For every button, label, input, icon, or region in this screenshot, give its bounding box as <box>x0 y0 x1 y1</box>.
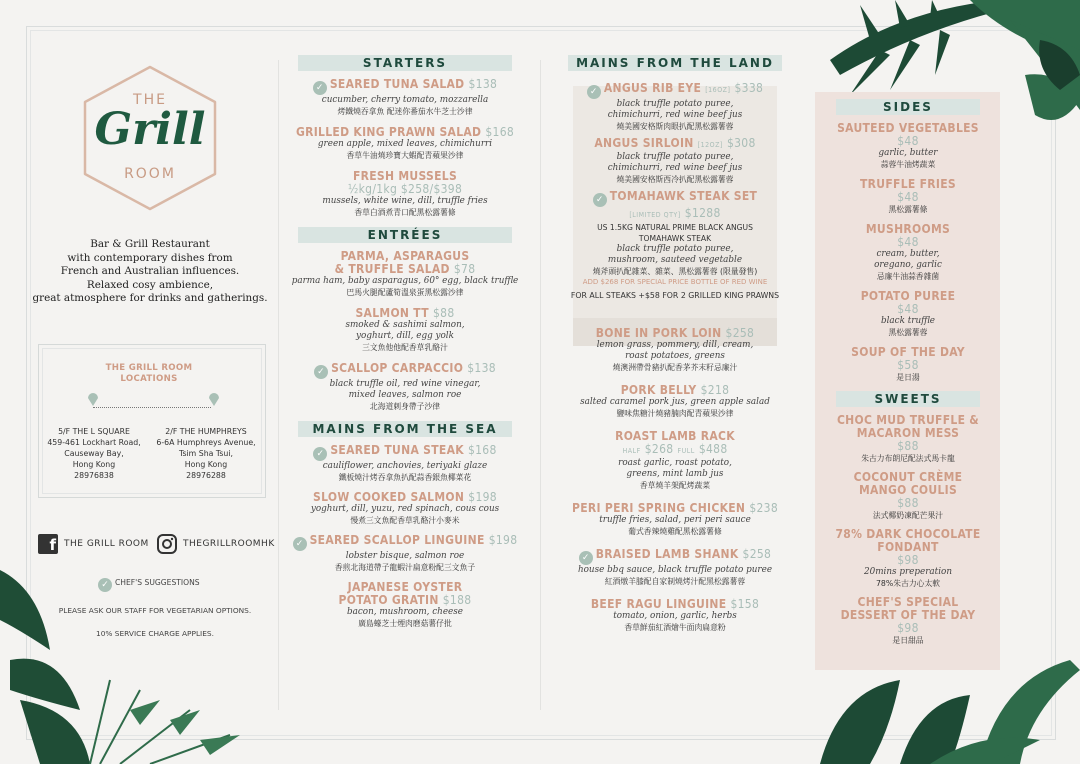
dish-name-line <box>290 307 520 320</box>
dish-chinese: 慢煮三文魚配香草乳酪汁小麥米 <box>350 516 460 525</box>
section-banner-sides: SIDES <box>836 99 980 115</box>
dish-description: cauliflower, anchovies, teriyaki glaze <box>322 461 488 471</box>
dish-name: PERI PERI SPRING CHICKEN <box>571 501 746 515</box>
menu-item <box>290 307 520 353</box>
dish-chinese: 78%朱古力心太軟 <box>875 579 941 588</box>
dish-chinese: 燒美國安格斯肉眼扒配黑松露薯蓉 <box>616 122 734 131</box>
chef-suggestion-icon: ✓ <box>593 193 607 207</box>
dish-description: oregano, garlic <box>874 260 942 270</box>
dish-chinese: 黑松露薯條 <box>888 205 928 214</box>
logo-the: THE <box>133 92 167 108</box>
dish-name: SCALLOP CARPACCIO <box>331 361 464 375</box>
dish-description: garlic, butter <box>878 148 938 158</box>
dish-description: lemon grass, pommery, dill, cream, <box>596 340 754 350</box>
dish-size: [12OZ] <box>697 141 723 149</box>
chef-legend: ✓ CHEF'S SUGGESTIONS <box>98 578 200 592</box>
dish-description: parma ham, baby asparagus, 60° egg, black truffle <box>291 276 519 286</box>
map-pin-icon <box>87 390 99 406</box>
dish-name: SLOW COOKED SALMON <box>313 490 465 504</box>
dish-price: $198 <box>468 490 497 504</box>
half-price: $268 <box>644 442 674 456</box>
dish-price: $48 <box>897 134 919 148</box>
dish-price: $258 <box>742 547 772 561</box>
chef-suggestion-icon: ✓ <box>293 537 307 551</box>
menu-item <box>290 581 520 629</box>
dish-description: cream, butter, <box>876 249 940 259</box>
chef-suggestion-icon: ✓ <box>314 365 328 379</box>
column-divider <box>540 60 541 710</box>
section-banner-sea: MAINS FROM THE SEA <box>298 421 512 437</box>
column-land <box>566 55 784 644</box>
menu-item <box>822 471 994 521</box>
dish-price: $78 <box>453 262 476 276</box>
dish-description: bacon, mushroom, cheese <box>346 607 463 617</box>
menu-item <box>290 170 520 218</box>
dish-chinese: 葡式香辣燒雞配黑松露薯條 <box>628 527 722 536</box>
chef-suggestion-icon: ✓ <box>587 85 601 99</box>
dish-price: $98 <box>897 553 919 567</box>
dish-name-line <box>822 346 994 372</box>
dish-caps: TOMAHAWK STEAK <box>638 234 712 243</box>
dish-price: $48 <box>897 190 919 204</box>
dish-name: MANGO COULIS <box>858 483 958 497</box>
column-sides-sweets <box>822 99 994 653</box>
column-starters-entrees-sea <box>290 55 520 637</box>
dish-name: SOUP OF THE DAY <box>851 345 965 359</box>
dish-name-line <box>822 528 994 567</box>
dish-name: MACARON MESS <box>856 426 960 440</box>
dish-price: $218 <box>700 383 730 397</box>
dish-name: DESSERT OF THE DAY <box>840 608 976 622</box>
dish-price: $138 <box>468 77 498 91</box>
menu-item <box>290 491 520 526</box>
steaks-prawn-note: FOR ALL STEAKS +$58 FOR 2 GRILLED KING PRAWNS <box>570 291 780 300</box>
dish-description: yoghurt, dill, egg yolk <box>356 331 454 341</box>
dish-description: roast potatoes, greens <box>625 351 725 361</box>
dish-description: 20mins preperation <box>864 567 952 577</box>
dish-name-line <box>566 82 784 99</box>
dish-name: BONE IN PORK LOIN <box>595 326 722 340</box>
locations-dotted-line <box>93 407 211 408</box>
dish-name-line <box>566 384 784 397</box>
dish-description: yoghurt, dill, yuzu, red spinach, cous cous <box>310 504 500 514</box>
instagram-link[interactable]: THEGRILLROOMHK <box>157 534 275 554</box>
dish-name-line <box>822 290 994 316</box>
dish-price: $48 <box>897 302 919 316</box>
section-banner-land: MAINS FROM THE LAND <box>568 55 782 71</box>
dish-chinese: 香草鮮茄紅酒燴牛面肉扁意粉 <box>624 623 726 632</box>
dish-name: CHOC MUD TRUFFLE & <box>836 413 980 427</box>
dish-price: $168 <box>485 125 515 139</box>
dish-name: BRAISED LAMB SHANK <box>595 547 739 561</box>
menu-item <box>822 414 994 464</box>
facebook-link[interactable]: f THE GRILL ROOM <box>38 534 149 554</box>
dish-description: black truffle potato puree, <box>616 244 734 254</box>
dish-name-line <box>566 430 784 458</box>
dish-description: chimichurri, red wine beef jus <box>607 163 743 173</box>
menu-item <box>566 137 784 185</box>
dish-name: FONDANT <box>877 540 939 554</box>
dish-name: ROAST LAMB RACK <box>615 429 735 443</box>
dish-chinese: 黑松露薯蓉 <box>888 328 928 337</box>
chef-suggestion-icon: ✓ <box>313 81 327 95</box>
menu-item <box>822 223 994 282</box>
full-label: FULL <box>677 447 695 455</box>
dish-price: $198 <box>488 533 518 547</box>
dish-chinese: 香草燒羊架配烤蔬菜 <box>639 481 711 490</box>
dish-description: mixed leaves, salmon roe <box>348 390 462 400</box>
dish-description: black truffle <box>880 316 936 326</box>
menu-item <box>566 327 784 373</box>
dish-name-line <box>822 471 994 510</box>
dish-description: lobster bisque, salmon roe <box>345 551 465 561</box>
half-label: HALF <box>622 447 641 455</box>
dish-price: $168 <box>467 443 497 457</box>
dish-chinese: 紅酒燉羊膝配自家制燒烤汁配黑松露薯蓉 <box>604 577 746 586</box>
dish-name-line <box>566 190 784 222</box>
location-l-square: 5/F THE L SQUARE 459-461 Lockhart Road, Causeway Bay, Hong Kong 28976838 <box>47 427 141 480</box>
menu-item <box>566 598 784 633</box>
dish-description: cucumber, cherry tomato, mozzarella <box>321 95 489 105</box>
dish-chinese: 燒美國安格斯西冷扒配黑松露薯蓉 <box>616 175 734 184</box>
menu-item <box>822 346 994 383</box>
dish-name-line <box>290 78 520 95</box>
section-banner-entrees: ENTRÉES <box>298 227 512 243</box>
dish-price: $48 <box>897 235 919 249</box>
chef-suggestion-icon: ✓ <box>98 578 112 592</box>
dish-name: ANGUS SIRLOIN <box>594 136 694 150</box>
dish-price: $488 <box>698 442 728 456</box>
dish-name: FRESH MUSSELS <box>352 169 458 183</box>
facebook-icon: f <box>38 534 58 554</box>
dish-description: black truffle potato puree, <box>616 152 734 162</box>
dish-description: salted caramel pork jus, green apple salad <box>580 397 770 407</box>
dish-name-line <box>822 178 994 204</box>
dish-name-line <box>290 362 520 379</box>
map-pin-icon <box>208 390 220 406</box>
dish-price: $1288 <box>684 206 721 220</box>
dish-name: JAPANESE OYSTER <box>347 580 463 594</box>
dish-description: mussels, white wine, dill, truffle fries <box>322 196 488 206</box>
dish-description: black truffle potato puree, <box>616 99 734 109</box>
dish-name-line <box>566 548 784 565</box>
dish-name-line <box>290 126 520 139</box>
dish-name-line <box>290 581 520 607</box>
menu-item <box>566 430 784 491</box>
dish-chinese: 香草牛油燒珍寶大蝦配青蘋果沙律 <box>346 151 464 160</box>
dish-name: COCONUT CRÈME <box>853 470 963 484</box>
dish-price: $88 <box>897 496 919 510</box>
dish-price: $138 <box>467 361 496 375</box>
dish-name: POTATO PUREE <box>860 289 956 303</box>
dish-size: [LIMITED QTY] <box>629 211 681 219</box>
dish-name: ANGUS RIB EYE <box>603 81 702 95</box>
dish-price: $98 <box>897 621 919 635</box>
dish-name: & TRUFFLE SALAD <box>334 262 450 276</box>
menu-item <box>822 528 994 589</box>
menu-item <box>290 126 520 161</box>
dish-chinese: 法式椰奶凍配芒果汁 <box>872 511 944 520</box>
service-charge-note: 10% SERVICE CHARGE APPLIES. <box>96 629 214 638</box>
dish-description: tomato, onion, garlic, herbs <box>613 611 737 621</box>
dish-price: $338 <box>734 81 764 95</box>
dish-chinese: 鹽味焦糖汁燒豬腩肉配青蘋果沙律 <box>616 409 734 418</box>
dish-name: SALMON TT <box>355 306 429 320</box>
dish-chinese: 蒜蓉牛油烤蔬菜 <box>880 160 936 169</box>
dish-name: MUSHROOMS <box>865 222 951 236</box>
dish-chinese: 三文魚他他配香草乳酪汁 <box>362 343 448 352</box>
dish-chinese: 烤鐵燒吞拿魚 配迷你番茄水牛芝士沙律 <box>337 107 473 116</box>
dish-description: greens, mint lamb jus <box>626 469 724 479</box>
section-banner-sweets: SWEETS <box>836 391 980 407</box>
dish-description: house bbq sauce, black truffle potato puree <box>577 565 773 575</box>
logo-grill: Grill <box>94 104 206 155</box>
instagram-icon <box>157 534 177 554</box>
dish-description: truffle fries, salad, peri peri sauce <box>599 515 751 525</box>
intro-text: Bar & Grill Restaurant with contemporary dishes from French and Australian influences. Relaxed cosy ambience, great atmosphere for drinks and gatherings. <box>32 238 268 305</box>
dish-price: $308 <box>726 136 756 150</box>
dish-name-line <box>822 414 994 453</box>
menu-item <box>822 178 994 215</box>
dish-caps: US 1.5KG NATURAL PRIME BLACK ANGUS <box>597 223 753 232</box>
dish-chinese: 北海道刺身帶子沙律 <box>369 402 441 411</box>
logo-room: ROOM <box>124 166 176 182</box>
dish-name-line <box>566 598 784 611</box>
dish-name-line <box>290 534 520 551</box>
dish-name: BEEF RAGU LINGUINE <box>590 597 727 611</box>
dish-chinese: 巴馬火腿配蘆筍溫泉蛋黑松露沙律 <box>346 288 464 297</box>
chef-suggestion-icon: ✓ <box>579 551 593 565</box>
dish-name: SEARED TUNA SALAD <box>329 77 465 91</box>
dish-name-line <box>566 137 784 152</box>
section-banner-starters: STARTERS <box>298 55 512 71</box>
dish-chinese: 燒斧頭扒配雜菜、雜菜、黑松露薯蓉 (限量發售) <box>592 267 758 276</box>
menu-item <box>566 82 784 132</box>
menu-item <box>290 78 520 117</box>
dish-name-line <box>822 223 994 249</box>
menu-item <box>290 362 520 412</box>
dish-name-line <box>822 122 994 148</box>
dish-chinese: 是日甜品 <box>892 636 924 645</box>
dish-price: $58 <box>897 358 919 372</box>
dish-chinese: 朱古力布朗尼配法式馬卡龍 <box>861 454 955 463</box>
dish-chinese: 鐵板燒汁烤吞拿魚扒配蒜香銀魚椰菜花 <box>338 473 472 482</box>
dish-name: SEARED SCALLOP LINGUINE <box>309 533 485 547</box>
dish-description: green apple, mixed leaves, chimichurri <box>317 139 493 149</box>
dish-description: roast garlic, roast potato, <box>618 458 732 468</box>
dish-price: $188 <box>442 593 472 607</box>
dish-price: $158 <box>730 597 760 611</box>
dish-name: PARMA, ASPARAGUS <box>340 249 470 263</box>
menu-item <box>822 596 994 646</box>
dish-name: PORK BELLY <box>620 383 697 397</box>
dish-name: CHEF'S SPECIAL <box>857 595 959 609</box>
dish-extra: ADD $268 FOR SPECIAL PRICE BOTTLE OF RED WINE <box>582 278 768 286</box>
menu-item <box>290 444 520 483</box>
dish-chinese: 香煎北海道帶子龍蝦汁扁意粉配三文魚子 <box>334 563 476 572</box>
dish-price: ½kg/1kg $258/$398 <box>347 182 463 196</box>
dish-name-line <box>290 170 520 196</box>
dish-name: SAUTEED VEGETABLES <box>837 121 979 135</box>
dish-chinese: 是日湯 <box>896 373 920 382</box>
dish-chinese: 燒澳洲帶骨豬扒配香茅芥末籽忌廉汁 <box>612 363 738 372</box>
dish-chinese: 廣島蠔芝士煙肉磨菇薯仔批 <box>358 619 452 628</box>
dish-description: chimichurri, red wine beef jus <box>607 110 743 120</box>
dish-name-line <box>566 327 784 340</box>
vegetarian-note: PLEASE ASK OUR STAFF FOR VEGETARIAN OPTIONS. <box>58 606 252 615</box>
dish-name: TOMAHAWK STEAK SET <box>609 189 758 203</box>
menu-item <box>566 384 784 419</box>
dish-price: $258 <box>725 326 755 340</box>
location-humphreys: 2/F THE HUMPHREYS 6-6A Humphreys Avenue, Tsim Sha Tsui, Hong Kong 28976288 <box>156 427 256 480</box>
dish-name: POTATO GRATIN <box>338 593 439 607</box>
menu-item <box>822 290 994 338</box>
dish-name-line <box>822 596 994 635</box>
dish-price: $88 <box>897 439 919 453</box>
locations-title: THE GRILL ROOM LOCATIONS <box>105 363 193 384</box>
menu-item <box>566 548 784 587</box>
dish-chinese: 忌廉牛油蒜香雜菌 <box>876 272 940 281</box>
menu-item <box>566 502 784 537</box>
dish-name: 78% DARK CHOCOLATE <box>835 527 981 541</box>
dish-name-line <box>566 502 784 515</box>
dish-name-line <box>290 491 520 504</box>
dish-description: mushroom, sauteed vegetable <box>607 255 743 265</box>
column-divider <box>278 60 279 710</box>
dish-price: $88 <box>432 306 455 320</box>
dish-name: TRUFFLE FRIES <box>860 177 956 191</box>
menu-item <box>822 122 994 170</box>
menu-item <box>566 190 784 288</box>
menu-item <box>290 250 520 298</box>
dish-price: $238 <box>749 501 778 515</box>
dish-name: SEARED TUNA STEAK <box>330 443 464 457</box>
menu-item <box>290 534 520 573</box>
dish-name: GRILLED KING PRAWN SALAD <box>295 125 482 139</box>
dish-size: [16OZ] <box>705 86 731 94</box>
dish-description: black truffle oil, red wine vinegar, <box>329 379 481 389</box>
dish-chinese: 香草白酒煮青口配黑松露薯條 <box>354 208 456 217</box>
dish-description: smoked & sashimi salmon, <box>345 320 465 330</box>
chef-suggestion-icon: ✓ <box>313 447 327 461</box>
dish-name-line <box>290 250 520 276</box>
dish-name-line <box>290 444 520 461</box>
